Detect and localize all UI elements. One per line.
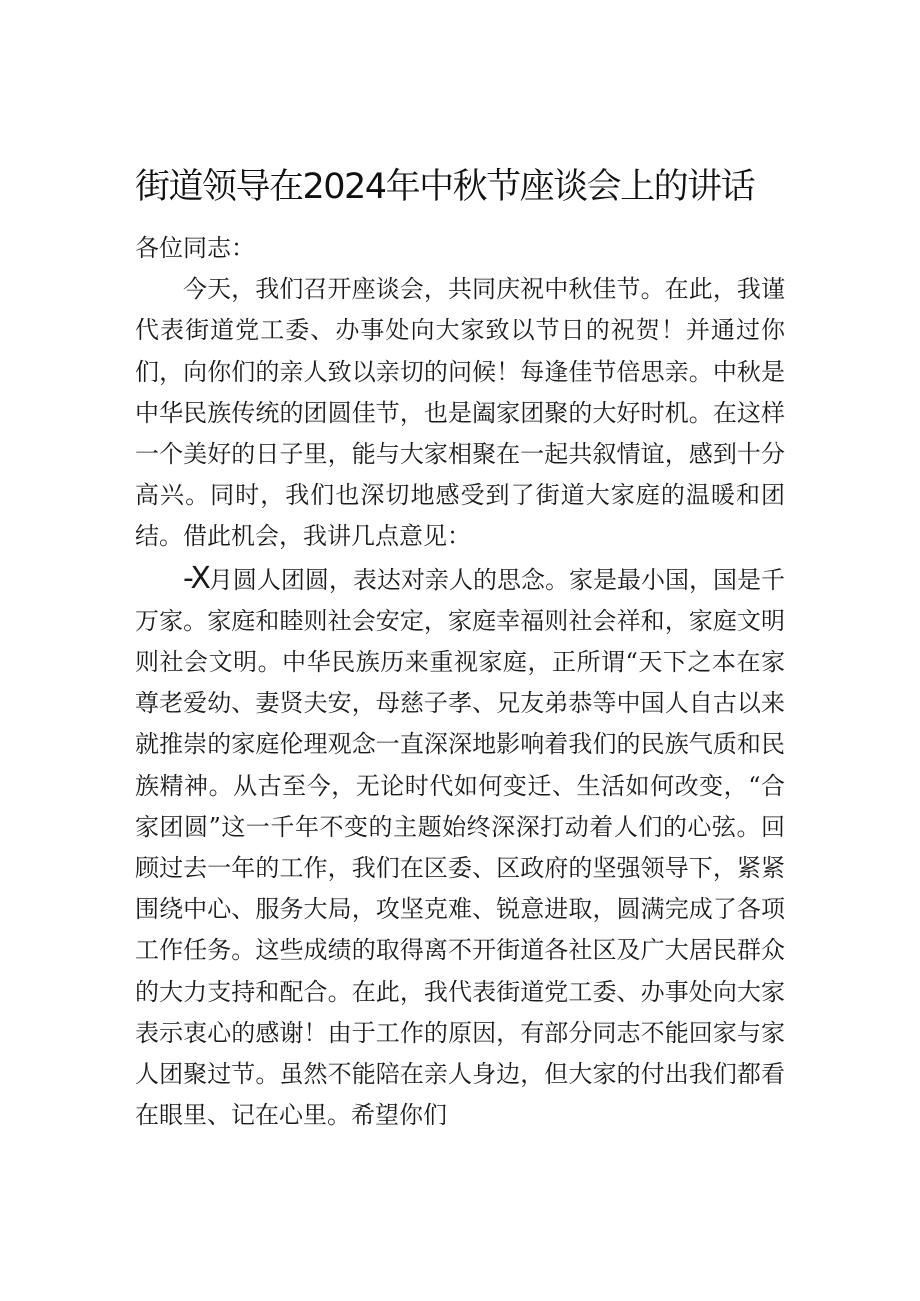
paragraph-first-point-text: 月圆人团圆，表达对亲人的思念。家是最小国，国是千万家。家庭和睦则社会安定，家庭幸福则社会祥和，家庭文明则社会文明。中华民族历来重视家庭，正所谓“天下之本在家尊老爱幼、妻贤夫安，母慈子孝、兄友弟恭等中国人自古以来就推崇的家庭伦理观念一直深深地影响着我们的民族气质和民族精神。从古至今，无论时代如何变迁、生活如何改变，“合家团圆”这一千年不变的主题始终深深打动着人们的心弦。回顾过去一年的工作，我们在区委、区政府的坚强领导下，紧紧围绕中心、服务大局，攻坚克难、锐意进取，圆满完成了各项工作任务。这些成绩的取得离不开街道各社区及广大居民群众的大力支持和配合。在此，我代表街道党工委、办事处向大家表示衷心的感谢！由于工作的原因，有部分同志不能回家与家人团聚过节。虽然不能陪在亲人身边，但大家的付出我们都看在眼里、记在心里。希望你们 (135, 565, 785, 1130)
document-title: 街道领导在2024年中秋节座谈会上的讲话 (135, 167, 755, 207)
paragraph-opening: 今天，我们召开座谈会，共同庆祝中秋佳节。在此，我谨代表街道党工委、办事处向大家致以节日的祝贺！并通过你们，向你们的亲人致以亲切的问候！每逢佳节倍思亲。中秋是中华民族传统的团圆佳节，也是阖家团聚的大好时机。在这样一个美好的日子里，能与大家相聚在一起共叙情谊，感到十分高兴。同时，我们也深切地感受到了街道大家庭的温暖和团结。借此机会，我讲几点意见： (135, 275, 785, 551)
document-body (135, 228, 785, 1136)
salutation: 各位同志： (135, 234, 255, 262)
section-lead-mark: -X (183, 560, 209, 596)
paragraph-first-point (135, 558, 785, 1137)
